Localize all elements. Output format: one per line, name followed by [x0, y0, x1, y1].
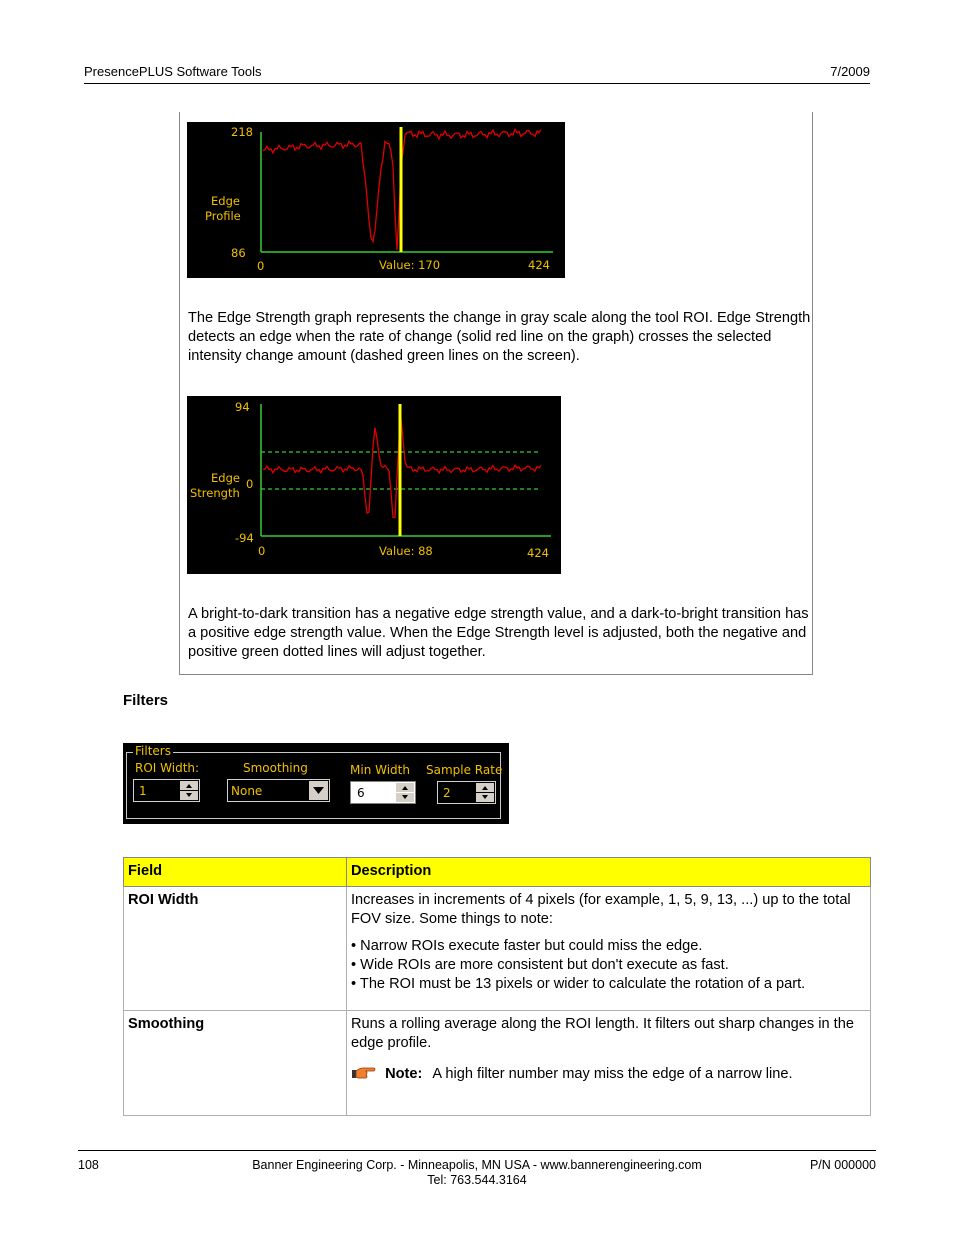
- table-header-row: [124, 858, 871, 887]
- min-width-value: 6: [357, 786, 365, 800]
- part-number: P/N 000000: [809, 1158, 876, 1172]
- strength-label-1: Edge: [211, 471, 240, 485]
- description-text: Increases in increments of 4 pixels (for example, 1, 5, 9, 13, ...) up to the total FOV size. Some things to note:: [351, 892, 851, 927]
- table-header-field: Field: [124, 858, 347, 887]
- smoothing-dropdown[interactable]: [228, 780, 330, 802]
- header-rule: [84, 83, 870, 84]
- filters-panel: [123, 743, 509, 824]
- sample-rate-label: Sample Rate: [426, 763, 503, 777]
- profile-label-1: Edge: [211, 194, 240, 208]
- note-text: A high filter number may miss the edge of a narrow line.: [432, 1066, 793, 1082]
- roi-width-value: 1: [139, 784, 147, 798]
- filters-group-title: Filters: [135, 744, 171, 758]
- field-name: ROI Width: [124, 887, 347, 1011]
- smoothing-value: None: [231, 784, 263, 798]
- profile-label-2: Profile: [205, 209, 241, 223]
- profile-y-max: 218: [231, 125, 253, 139]
- bullet-item: • Narrow ROIs execute faster but could miss the edge.: [351, 938, 703, 954]
- strength-y-min: -94: [235, 531, 254, 545]
- min-width-spinner[interactable]: [351, 782, 416, 804]
- bullet-item: • Wide ROIs are more consistent but don't execute as fast.: [351, 957, 729, 973]
- min-width-label: Min Width: [350, 763, 410, 777]
- page-number: 108: [78, 1158, 99, 1172]
- note-label: Note:: [385, 1066, 423, 1082]
- header-date: 7/2009: [830, 64, 870, 79]
- smoothing-label: Smoothing: [243, 761, 308, 775]
- header-title: PresencePLUS Software Tools: [84, 64, 262, 79]
- table-header-description: Description: [347, 858, 871, 887]
- paragraph-transition: A bright-to-dark transition has a negative edge strength value, and a dark-to-bright transition has a positive edge strength value. When the Edge Strength level is adjusted, both the negative and positive green dotted lines will adjust together.: [188, 606, 809, 660]
- sample-rate-value: 2: [443, 786, 451, 800]
- paragraph-edge-strength: The Edge Strength graph represents the change in gray scale along the tool ROI. Edge Strength detects an edge when the rate of change (solid red line on the graph) crosses the selected intensity change amount (dashed green lines on the screen).: [188, 310, 811, 364]
- table-row: [124, 887, 871, 1011]
- sample-rate-spinner[interactable]: [438, 782, 496, 804]
- strength-x-max: 424: [527, 546, 549, 560]
- footer-company: Banner Engineering Corp. - Minneapolis, MN USA - www.bannerengineering.com: [252, 1158, 702, 1172]
- footer-rule: [78, 1150, 876, 1151]
- profile-y-min: 86: [231, 246, 246, 260]
- strength-value: Value: 88: [379, 544, 433, 558]
- pointing-hand-icon: [351, 1064, 377, 1080]
- table-row: [124, 1011, 871, 1116]
- roi-width-label: ROI Width:: [135, 761, 200, 775]
- strength-y-max: 94: [235, 400, 250, 414]
- strength-y-mid: 0: [246, 477, 254, 491]
- edge-profile-graph: [187, 122, 565, 278]
- bullet-item: • The ROI must be 13 pixels or wider to calculate the rotation of a part.: [351, 976, 806, 992]
- footer-phone: Tel: 763.544.3164: [427, 1173, 527, 1187]
- profile-x-min: 0: [257, 259, 265, 273]
- profile-x-max: 424: [528, 258, 550, 272]
- description-text: Runs a rolling average along the ROI length. It filters out sharp changes in the edge profile.: [351, 1016, 854, 1051]
- edge-strength-graph: [187, 396, 561, 574]
- field-description: [347, 1011, 871, 1116]
- strength-label-2: Strength: [190, 486, 240, 500]
- fields-table: [123, 857, 871, 1116]
- strength-x-min: 0: [258, 544, 266, 558]
- filters-heading: Filters: [123, 692, 169, 709]
- roi-width-spinner[interactable]: [134, 780, 200, 802]
- field-description: [347, 887, 871, 1011]
- note: [351, 1064, 866, 1084]
- field-name: Smoothing: [124, 1011, 347, 1116]
- profile-value: Value: 170: [379, 258, 441, 272]
